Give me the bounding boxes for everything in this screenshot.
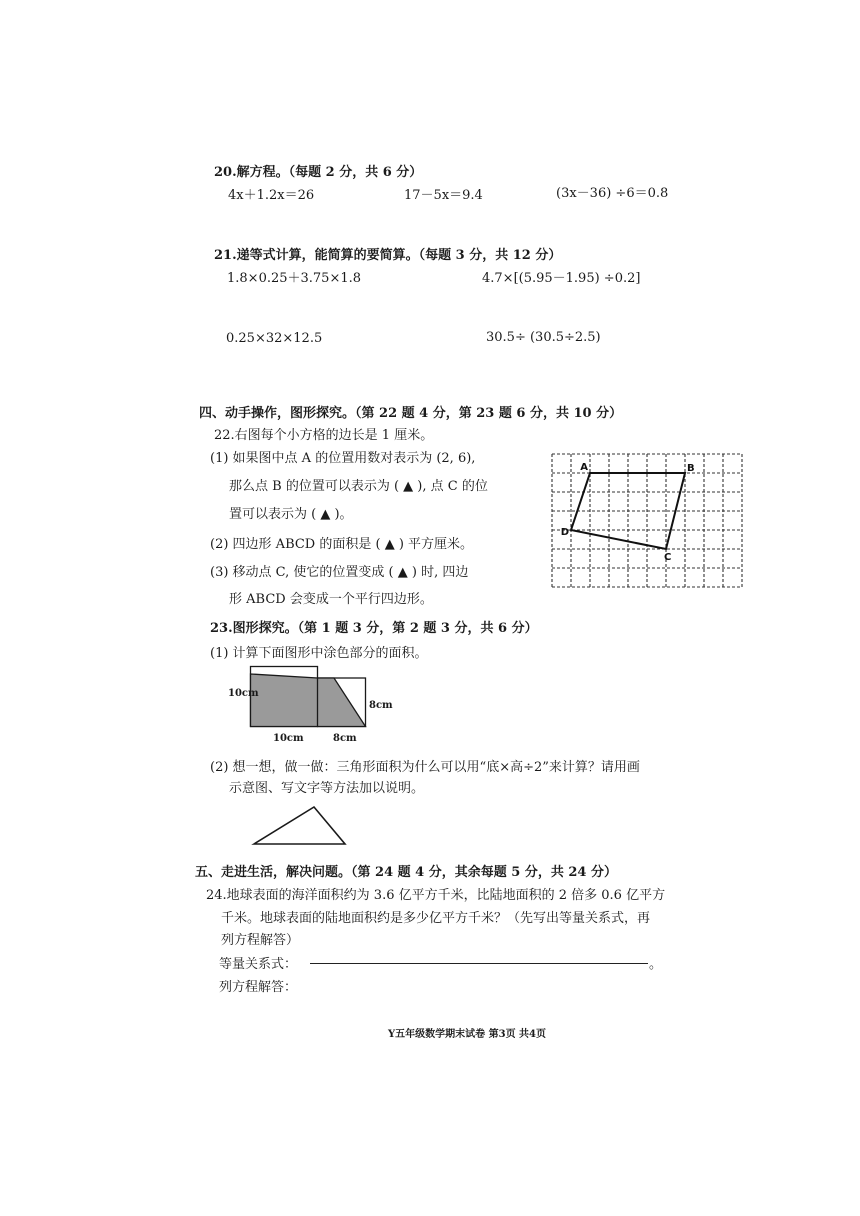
- q23-title: 23.图形探究。（第 1 题 3 分，第 2 题 3 分，共 6 分）: [210, 621, 538, 636]
- q21-expression-2: 4.7×[(5.95－1.95) ÷0.2]: [482, 271, 641, 286]
- figure-label-bottom-left: 10cm: [273, 733, 304, 744]
- relation-label: 等量关系式：: [219, 957, 298, 972]
- q22-part2: (2) 四边形 ABCD 的面积是 ( ▲ ) 平方厘米。: [210, 537, 474, 552]
- q23-part2-line2: 示意图、写文字等方法加以说明。: [229, 781, 425, 796]
- shaded-area-figure: [250, 666, 370, 728]
- point-label-b: B: [687, 463, 695, 474]
- q24-line2: 千米。地球表面的陆地面积约是多少亿平方千米？（先写出等量关系式，再: [221, 911, 651, 926]
- q22-part3-line2: 形 ABCD 会变成一个平行四边形。: [229, 592, 433, 607]
- triangle-figure: [252, 804, 348, 846]
- q21-expression-1: 1.8×0.25＋3.75×1.8: [227, 271, 362, 286]
- q24-line3: 列方程解答）: [221, 933, 300, 948]
- point-label-c: C: [664, 552, 672, 563]
- relation-answer-line[interactable]: [310, 963, 648, 964]
- q22-part3-line1: (3) 移动点 C, 使它的位置变成 ( ▲ ) 时, 四边: [210, 565, 469, 580]
- q20-title: 20.解方程。（每题 2 分，共 6 分）: [214, 165, 423, 180]
- figure-label-left: 10cm: [228, 688, 259, 699]
- figure-label-right: 8cm: [369, 700, 393, 711]
- triangle-shape: [254, 807, 345, 844]
- q21-expression-4: 30.5÷ (30.5÷2.5): [486, 330, 601, 345]
- q24-line1: 24.地球表面的海洋面积约为 3.6 亿平方千米，比陆地面积的 2 倍多 0.6 亿平方: [206, 888, 666, 903]
- q21-expression-3: 0.25×32×12.5: [226, 331, 323, 346]
- q22-title: 22.右图每个小方格的边长是 1 厘米。: [214, 428, 434, 443]
- q22-part1-line2: 那么点 B 的位置可以表示为 ( ▲ ), 点 C 的位: [229, 479, 488, 494]
- relation-period: 。: [649, 957, 663, 972]
- q21-title: 21.递等式计算，能简算的要简算。（每题 3 分，共 12 分）: [214, 248, 562, 263]
- page-footer: Y五年级数学期末试卷 第3页 共4页: [388, 1029, 547, 1040]
- q22-part1-line1: (1) 如果图中点 A 的位置用数对表示为 (2, 6),: [210, 451, 476, 466]
- point-label-d: D: [560, 527, 569, 538]
- shaded-region: [251, 674, 366, 727]
- section-5-title: 五、走进生活，解决问题。（第 24 题 4 分，其余每题 5 分，共 24 分）: [195, 865, 617, 880]
- coordinate-grid-figure: [551, 453, 743, 597]
- point-label-a: A: [580, 462, 588, 473]
- q20-equation-2: 17－5x＝9.4: [404, 188, 483, 203]
- q23-part1: (1) 计算下面图形中涂色部分的面积。: [210, 646, 428, 661]
- section-4-title: 四、动手操作，图形探究。（第 22 题 4 分，第 23 题 6 分，共 10 分）: [199, 406, 623, 421]
- solve-label: 列方程解答：: [219, 980, 298, 995]
- q20-equation-3: (3x－36) ÷6＝0.8: [556, 186, 669, 201]
- q23-part2-line1: (2) 想一想，做一做：三角形面积为什么可以用“底×高÷2”来计算？请用画: [210, 760, 640, 775]
- q20-equation-1: 4x＋1.2x＝26: [228, 188, 315, 203]
- q22-part1-line3: 置可以表示为 ( ▲ )。: [229, 507, 353, 522]
- figure-label-bottom-right: 8cm: [333, 733, 357, 744]
